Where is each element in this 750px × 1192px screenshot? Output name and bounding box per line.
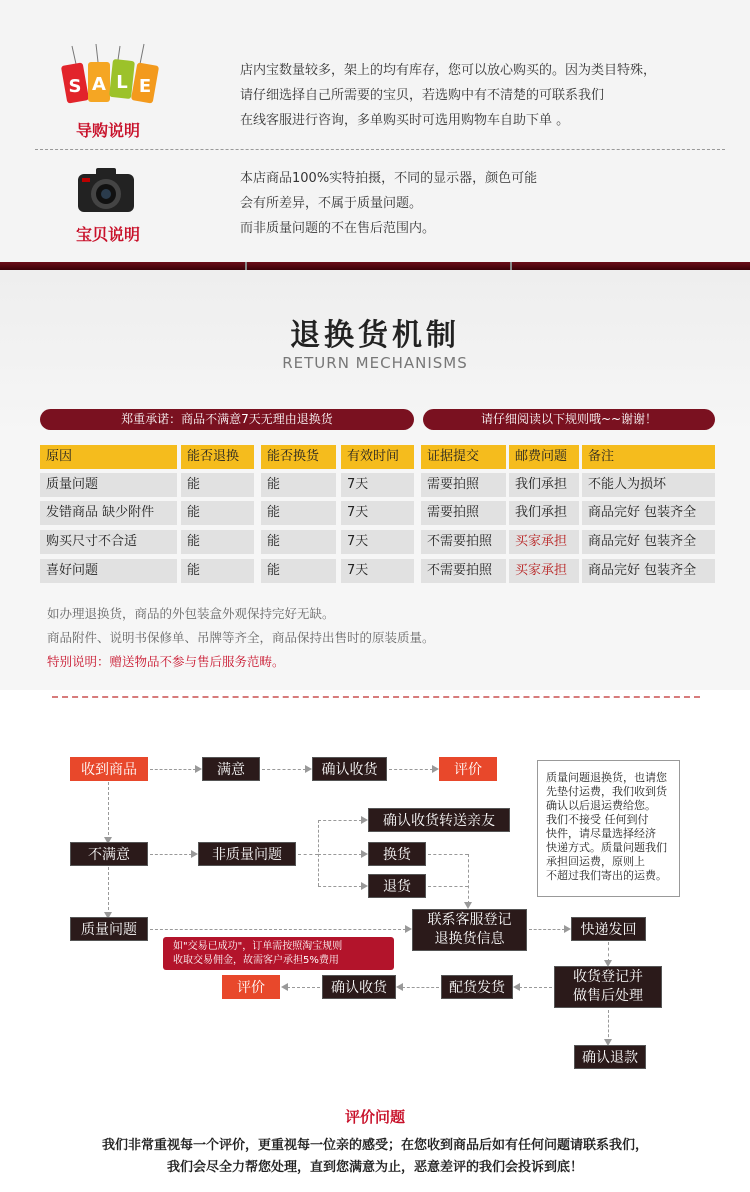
table-cell: 购买尺寸不合适: [40, 530, 177, 554]
flow-arrow-head: [464, 902, 472, 909]
section-divider: [35, 149, 725, 150]
flow-arrow-head: [305, 765, 312, 773]
flow-review-2: 评价: [222, 975, 280, 999]
sale-letter: E: [138, 76, 152, 97]
info-line: 先垫付运费，我们收到货: [546, 785, 667, 798]
info-line: 承担回运费，原则上: [546, 855, 645, 868]
table-cell: 7天: [341, 473, 414, 497]
flow-satisfied: 满意: [202, 757, 260, 781]
table-cell: 7天: [341, 559, 414, 583]
flow-express-back: 快递发回: [571, 917, 646, 941]
flow-arrow: [150, 929, 406, 930]
commission-warning: [163, 937, 394, 970]
table-header: 能否退换: [181, 445, 254, 469]
flow-contact-line: 联系客服登记: [427, 912, 512, 928]
table-header: 证据提交: [421, 445, 506, 469]
info-line: 我们不接受 任何到付: [546, 813, 649, 826]
flow-arrow-head: [361, 850, 368, 858]
flow-quality: 质量问题: [70, 917, 148, 941]
flow-contact-line: 退换货信息: [434, 931, 505, 947]
flow-arrow-head: [432, 765, 439, 773]
flow-arrow: [428, 886, 468, 887]
info-line: 快递方式。质量问题我们: [546, 841, 667, 854]
return-title: 退换货机制: [290, 318, 460, 353]
info-line: 不超过我们寄出的运费。: [546, 869, 667, 882]
table-header: 原因: [40, 445, 177, 469]
flow-arrow-head: [513, 983, 520, 991]
table-cell: 商品完好 包装齐全: [582, 530, 715, 554]
table-cell: 能: [261, 501, 336, 525]
table-header: 邮费问题: [509, 445, 579, 469]
table-cell: 买家承担: [509, 559, 579, 583]
flow-arrow-head: [191, 850, 198, 858]
info-line: 快件，请尽量选择经济: [546, 827, 656, 840]
notice-pill: 请仔细阅读以下规则哦~~谢谢！: [423, 409, 715, 430]
table-cell: 能: [261, 473, 336, 497]
flow-arrow: [108, 782, 109, 840]
table-cell: 能: [181, 530, 254, 554]
product-line: 会有所差异，不属于质量问题。: [240, 196, 423, 211]
sale-letter: L: [116, 72, 128, 93]
return-section: [0, 270, 750, 690]
flow-arrow-head: [361, 816, 368, 824]
return-divider: [52, 696, 700, 698]
flow-arrow: [262, 769, 306, 770]
table-cell: 质量问题: [40, 473, 177, 497]
flow-arrow-head: [564, 925, 571, 933]
flow-arrow: [468, 854, 469, 904]
product-text: [240, 166, 740, 241]
table-cell: 喜好问题: [40, 559, 177, 583]
flow-arrow-head: [195, 765, 202, 773]
flow-arrow-head: [405, 925, 412, 933]
flow-arrow: [428, 854, 468, 855]
flow-ship: 配货发货: [441, 975, 513, 999]
table-header: 有效时间: [341, 445, 414, 469]
flow-confirm-refund: 确认退款: [574, 1045, 646, 1069]
table-cell: 我们承担: [509, 501, 579, 525]
flow-arrow: [402, 987, 439, 988]
flow-received: 收到商品: [70, 757, 148, 781]
info-note: [537, 760, 680, 897]
guide-line: 店内宝数量较多，架上的均有库存，您可以放心购买的。因为类目特殊，: [240, 63, 657, 78]
table-cell: 需要拍照: [421, 473, 506, 497]
special-note: 特别说明：赠送物品不参与售后服务范畴。: [47, 654, 285, 669]
flow-arrow: [608, 1010, 609, 1042]
return-note: 如办理退换货，商品的外包装盒外观保持完好无缺。: [47, 606, 335, 621]
guide-label: 导购说明: [75, 121, 140, 140]
table-cell: 能: [181, 559, 254, 583]
table-cell: 能: [181, 501, 254, 525]
product-line: 本店商品100%实特拍摄，不同的显示器，颜色可能: [240, 171, 538, 186]
return-subtitle: RETURN MECHANISMS: [282, 354, 468, 372]
info-line: 质量问题退换货，也请您: [546, 771, 667, 784]
flow-refund: 退货: [368, 874, 426, 898]
flow-arrow: [389, 769, 433, 770]
sale-letter: S: [68, 76, 82, 97]
flow-exchange: 换货: [368, 842, 426, 866]
table-cell: 商品完好 包装齐全: [582, 559, 715, 583]
flow-arrow: [298, 854, 318, 855]
flow-register-line: 做售后处理: [573, 988, 643, 1004]
flow-arrow: [529, 929, 565, 930]
table-cell: 7天: [341, 501, 414, 525]
table-cell: 不需要拍照: [421, 559, 506, 583]
table-cell: 我们承担: [509, 473, 579, 497]
flow-arrow: [318, 820, 319, 886]
flow-arrow: [108, 867, 109, 915]
flow-register: [554, 966, 662, 1008]
table-cell: 能: [181, 473, 254, 497]
flow-unsatisfied: 不满意: [70, 842, 148, 866]
flow-arrow-head: [396, 983, 403, 991]
flow-confirm-receipt: 确认收货: [312, 757, 387, 781]
flow-arrow: [608, 942, 609, 962]
flow-arrow: [318, 854, 362, 855]
info-line: 确认以后退运费给您。: [546, 799, 656, 812]
product-label: 宝贝说明: [75, 225, 140, 244]
table-header: 能否换货: [261, 445, 336, 469]
flow-arrow-head: [281, 983, 288, 991]
guide-text: [240, 58, 740, 133]
sale-letter: A: [92, 74, 106, 95]
evaluation-title: 评价问题: [344, 1108, 405, 1126]
bar-mark: [510, 262, 512, 270]
return-note: 商品附件、说明书保修单、吊牌等齐全，商品保持出售时的原装质量。: [47, 630, 435, 645]
table-cell: 需要拍照: [421, 501, 506, 525]
table-cell: 不需要拍照: [421, 530, 506, 554]
flow-non-quality: 非质量问题: [198, 842, 296, 866]
warning-line: 如"交易已成功"，订单需按照淘宝规则: [173, 941, 343, 952]
table-cell: 能: [261, 559, 336, 583]
flow-review: 评价: [439, 757, 497, 781]
flow-arrow: [150, 854, 192, 855]
notice-section: [0, 0, 750, 268]
product-line: 而非质量问题的不在售后范围内。: [240, 221, 436, 236]
flow-arrow: [519, 987, 552, 988]
bar-mark: [245, 262, 247, 270]
guide-line: 在线客服进行咨询，多单购买时可选用购物车自助下单 。: [240, 113, 570, 128]
warning-line: 收取交易佣金，故需客户承担5%费用: [173, 955, 339, 966]
flow-arrow: [318, 820, 362, 821]
table-cell: 不能人为损坏: [582, 473, 715, 497]
flow-arrow: [287, 987, 320, 988]
flow-confirm-receipt-2: 确认收货: [322, 975, 396, 999]
flow-arrow: [150, 769, 196, 770]
flow-confirm-transfer: 确认收货转送亲友: [368, 808, 510, 832]
table-cell: 商品完好 包装齐全: [582, 501, 715, 525]
flow-arrow-head: [361, 882, 368, 890]
evaluation-line: 我们会尽全力帮您处理，直到您满意为止，恶意差评的我们会投诉到底！: [166, 1160, 583, 1175]
flow-contact: [412, 909, 527, 951]
table-cell: 7天: [341, 530, 414, 554]
flow-arrow: [318, 886, 362, 887]
evaluation-line: 我们非常重视每一个评价，更重视每一位亲的感受；在您收到商品后如有任何问题请联系我们，: [101, 1138, 648, 1153]
table-cell: 买家承担: [509, 530, 579, 554]
camera-icon: [76, 164, 136, 216]
section-bar: [0, 262, 750, 270]
sale-tag-icon: [60, 42, 160, 112]
table-cell: 能: [261, 530, 336, 554]
table-header: 备注: [582, 445, 715, 469]
table-cell: 发错商品 缺少附件: [40, 501, 177, 525]
flow-register-line: 收货登记并: [573, 969, 643, 985]
promise-pill: 郑重承诺：商品不满意7天无理由退换货: [40, 409, 414, 430]
guide-line: 请仔细选择自己所需要的宝贝，若选购中有不清楚的可联系我们: [240, 88, 605, 103]
